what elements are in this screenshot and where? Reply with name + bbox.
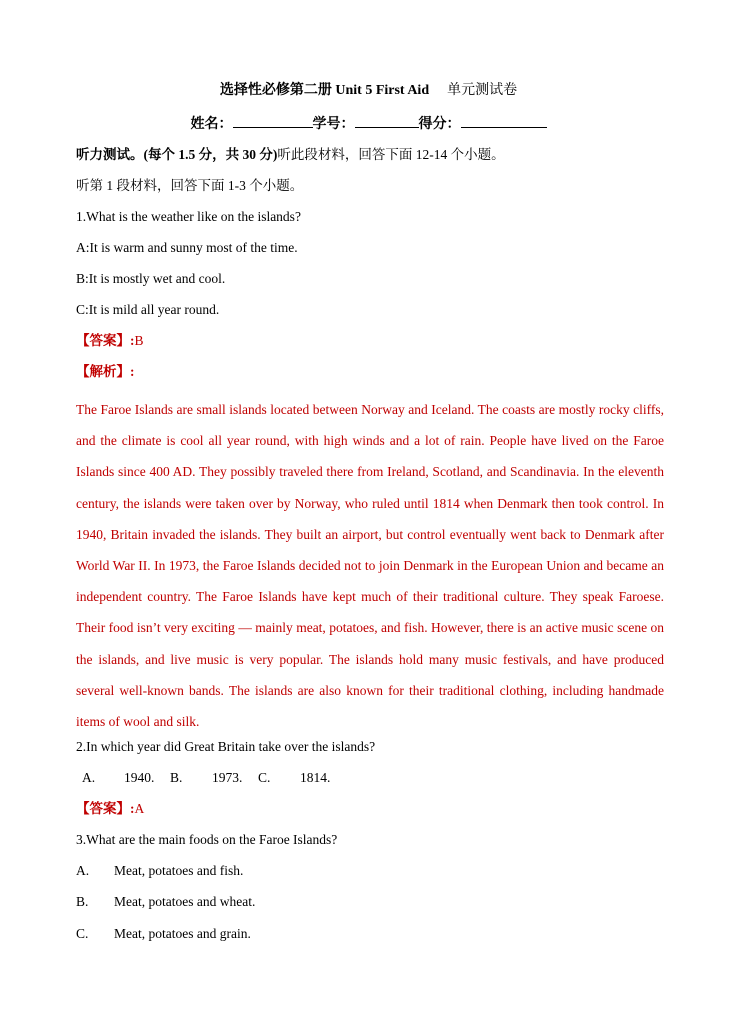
q3-option-c <box>76 925 251 943</box>
q3-option-b-letter: B. <box>76 894 89 909</box>
score-blank <box>461 113 547 128</box>
q3-option-c-letter: C. <box>76 926 89 941</box>
q1-option-c: C:It is mild all year round. <box>76 302 220 317</box>
title-suffix: 单元测试卷 <box>447 83 518 98</box>
q1-answer-value: B <box>134 333 144 348</box>
q1-option-b: B:It is mostly wet and cool. <box>76 271 226 286</box>
q3-question: 3.What are the main foods on the Faroe Islands? <box>76 832 338 847</box>
q1-option-a: A:It is warm and sunny most of the time. <box>76 240 298 255</box>
id-blank <box>355 113 419 128</box>
section-header-rest: 听此段材料，回答下面 12-14 个小题。 <box>277 147 505 162</box>
q3-option-b <box>76 893 255 911</box>
title-main: 选择性必修第二册 Unit 5 First Aid <box>219 83 430 98</box>
section-header-bold: 听力测试。(每个 1.5 分，共 30 分) <box>76 147 278 162</box>
q1-analysis-label: 【解析】: <box>76 364 135 379</box>
q1-answer-label: 【答案】: <box>76 333 135 348</box>
id-label: 学号： <box>312 117 355 132</box>
name-label: 姓名： <box>190 117 233 132</box>
analysis-paragraph: The Faroe Islands are small islands located between Norway and Iceland. The coasts are mostly rocky cliffs, and the climate is cool all year round, with high winds and a lot of rain. People have lived on the Faroe Islands since 400 AD. They possibly traveled there from Ireland, Scotland, and Scandinavia. In the eleventh century, the islands were taken over by Norway, who ruled until 1814 when Denmark then took control. In 1940, Britain invaded the islands. They built an airport, but control eventually went back to Denmark after World War II. In 1973, the Faroe Islands decided not to join Denmark in the European Union and became an independent country. The Faroe Islands have kept much of their traditional culture. They speak Faroese. Their food isn’t very exciting — mainly meat, potatoes, and fish. However, there is an active music scene on the islands, and live music is very popular. The islands hold many music festivals, and have produced several well-known bands. The islands are also known for their traditional clothing, including handmade items of wool and silk. <box>76 402 664 730</box>
q1-analysis-text <box>76 394 664 737</box>
q2-answer <box>76 800 144 818</box>
q2-option-c-text: 1814. <box>300 770 331 785</box>
q2-option-c-letter: C. <box>258 770 271 785</box>
q1-answer <box>76 332 144 350</box>
material-intro: 听第 1 段材料，回答下面 1-3 个小题。 <box>76 178 304 193</box>
q2-answer-label: 【答案】: <box>76 801 135 816</box>
q3-option-b-text: Meat, potatoes and wheat. <box>114 894 256 909</box>
q3-option-a-text: Meat, potatoes and fish. <box>114 863 244 878</box>
q1-question: 1.What is the weather like on the islands? <box>76 209 301 224</box>
name-blank <box>233 113 313 128</box>
q2-option-a-text: 1940. <box>124 770 155 785</box>
q2-option-a-letter: A. <box>82 770 96 785</box>
q2-options-row <box>82 769 346 787</box>
q2-option-b-letter: B. <box>170 770 183 785</box>
student-info-row <box>0 113 737 134</box>
score-label: 得分： <box>418 117 461 132</box>
q3-option-a-letter: A. <box>76 863 90 878</box>
q3-option-a <box>76 862 243 880</box>
q2-answer-value: A <box>134 801 145 816</box>
section-header <box>76 146 505 164</box>
q2-option-b-text: 1973. <box>212 770 243 785</box>
document-title <box>0 82 737 100</box>
q2-question: 2.In which year did Great Britain take over the islands? <box>76 739 376 754</box>
q3-option-c-text: Meat, potatoes and grain. <box>114 926 251 941</box>
